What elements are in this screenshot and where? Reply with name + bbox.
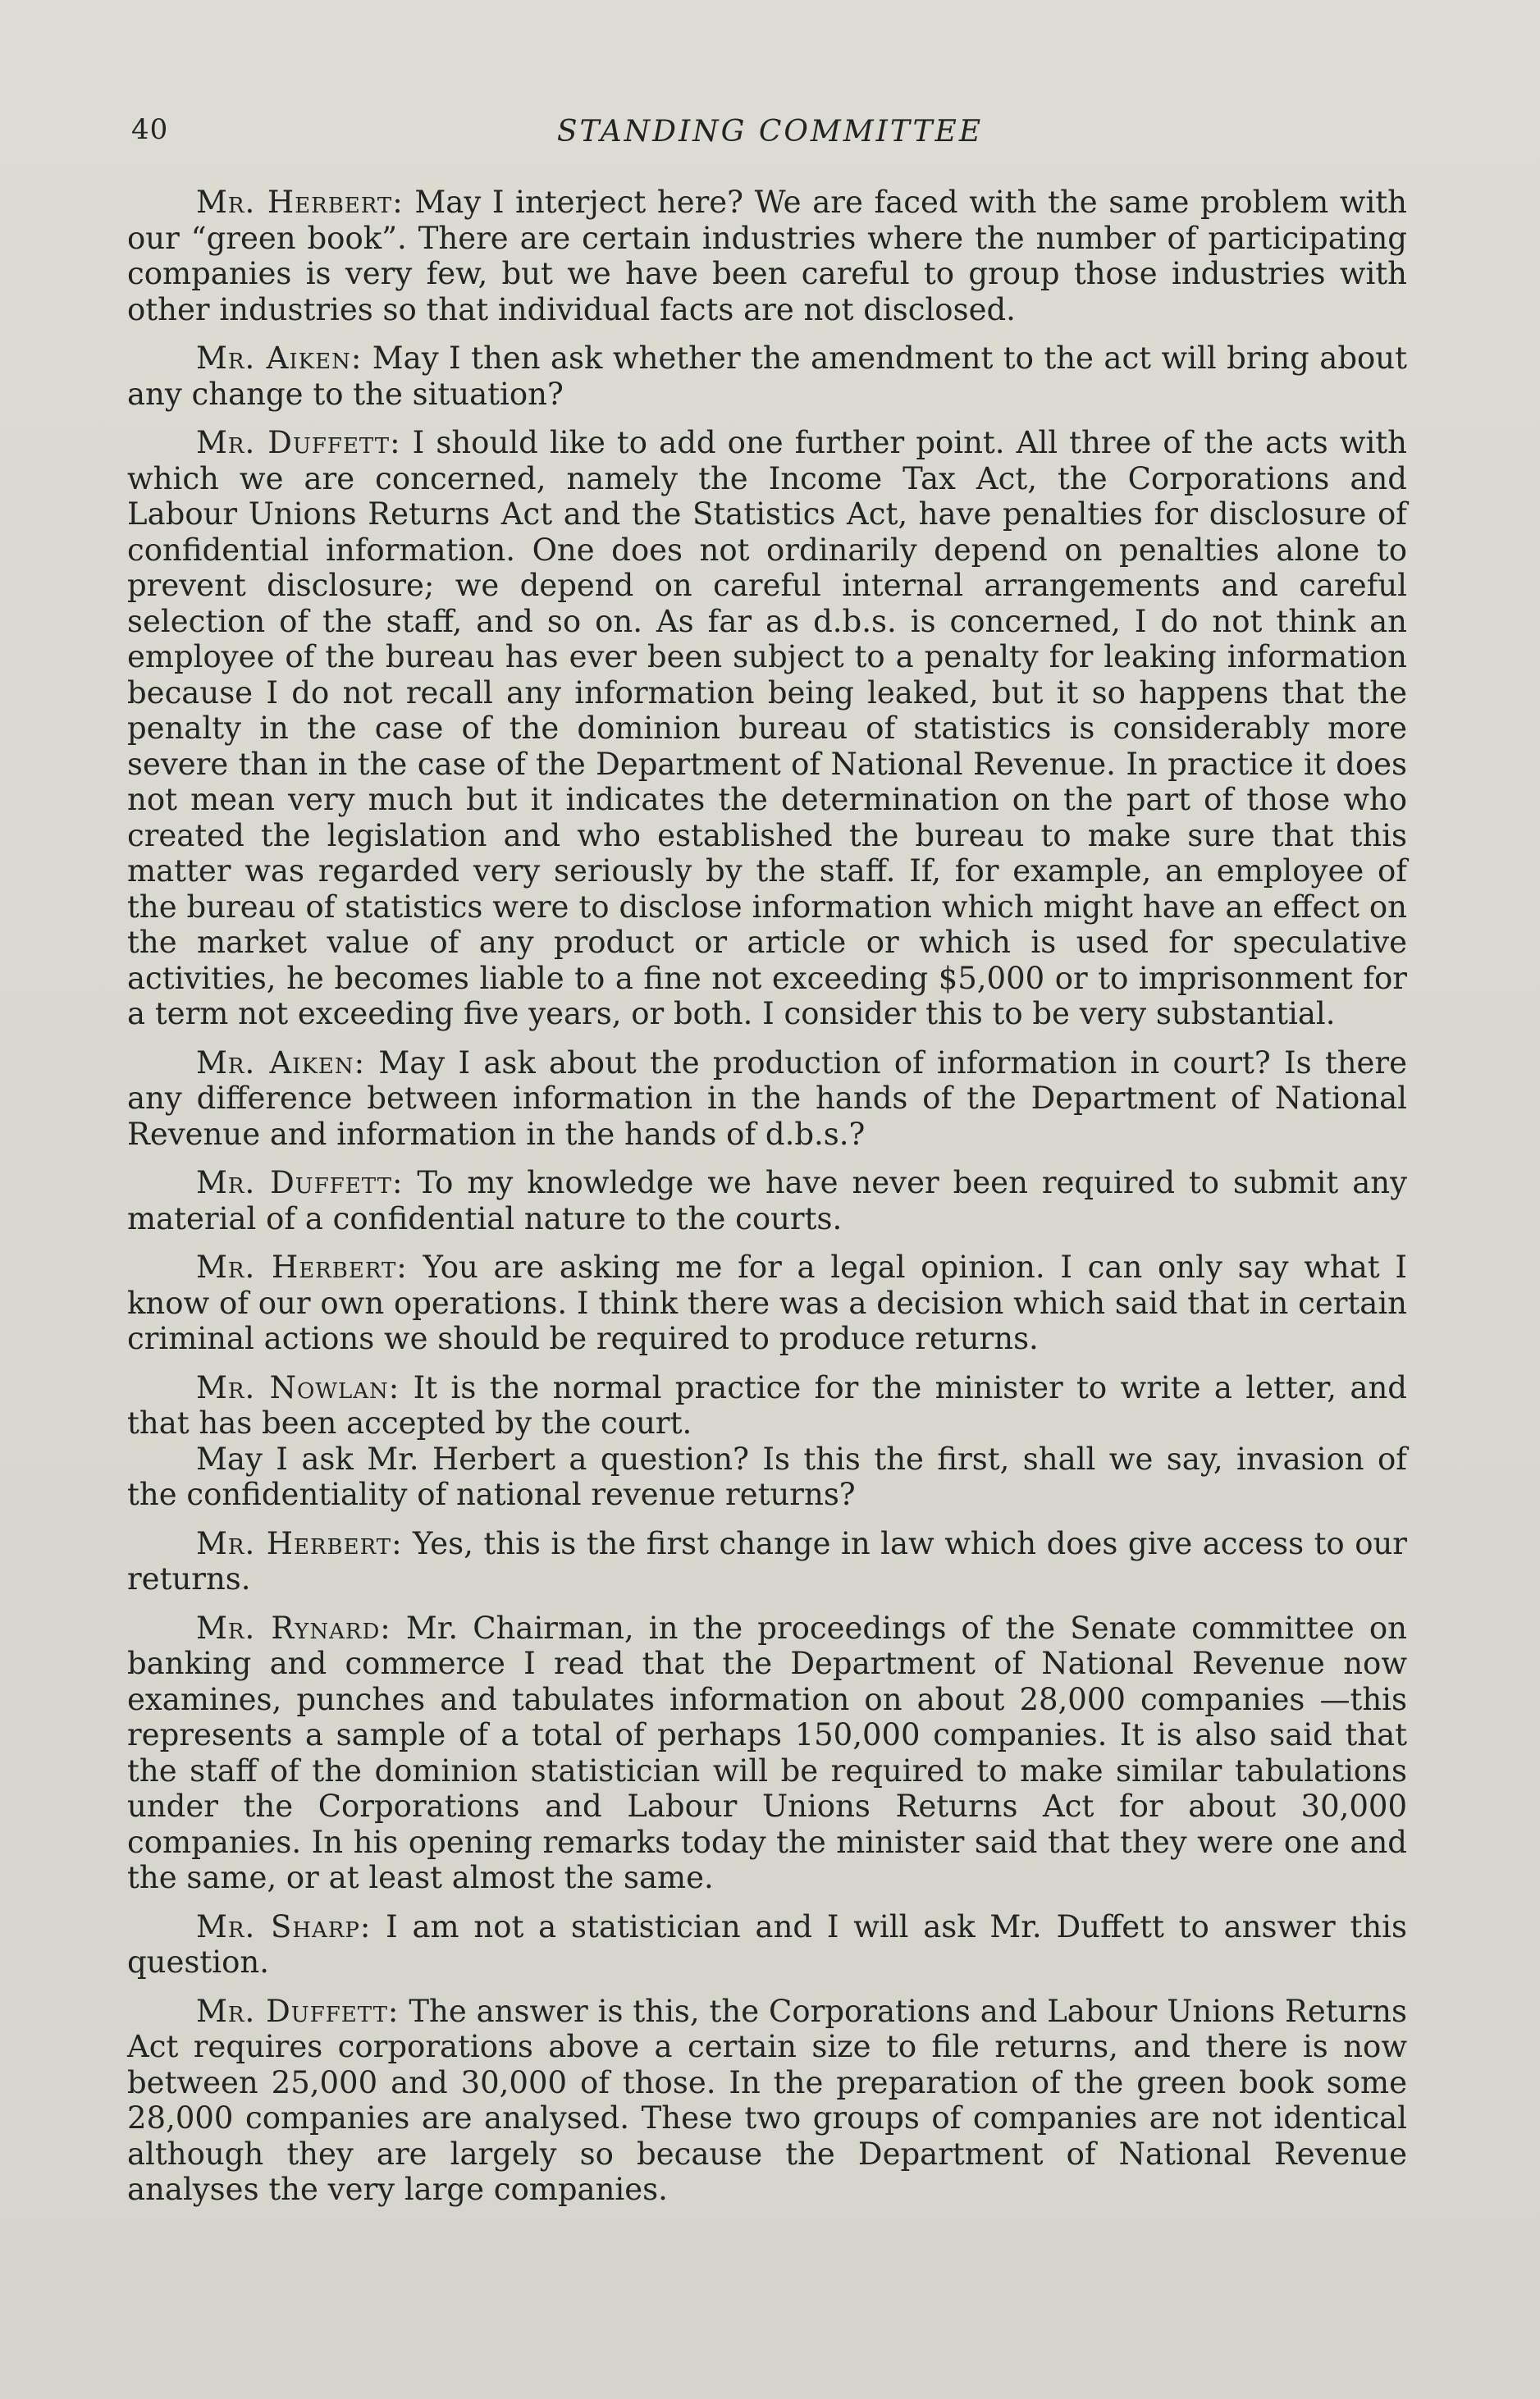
speaker-name: Mr. Duffett: [196, 1165, 404, 1200]
running-title: STANDING COMMITTEE [556, 115, 984, 149]
transcript-paragraph [127, 1370, 1407, 1442]
transcript-paragraph [127, 1994, 1407, 2208]
transcript-paragraph [127, 425, 1407, 1032]
speaker-name: Mr. Nowlan: [196, 1369, 400, 1405]
speaker-name: Mr. Duffett: [196, 425, 401, 460]
paragraph-text: May I then ask whether the amendment to the act will bring about any change to the situation? [127, 340, 1408, 412]
paragraph-text: The answer is this, the Corporations and Labour Unions Returns Act requires corporations above a certain size to file returns, and there is now between 25,000 and 30,000 of those. In the preparation of the green book some 28,000 companies are analysed. These two groups of companies are not identical although they are largely so because the Department of National Revenue analyses the very large companies. [127, 1993, 1408, 2207]
transcript-paragraph [127, 1611, 1407, 1896]
speaker-name: Mr. Rynard: [196, 1610, 391, 1646]
paragraph-text: I should like to add one further point. All three of the acts with which we are concerned, namely the Income Tax Act, the Corporations and Labour Unions Returns Act and the Statistics Act, have penalties for disclosure of confidential information. One does not ordinarily depend on penalties alone to prevent disclosure; we depend on careful internal arrangements and careful selection of the staff, and so on. As far as d.b.s. is concerned, I do not think an employee of the bureau has ever been subject to a penalty for leaking information because I do not recall any information being leaked, but it so happens that the penalty in the case of the dominion bureau of statistics is considerably more severe than in the case of the Department of National Revenue. In practice it does not mean very much but it indicates the determination on the part of those who created the legislation and who established the bureau to make sure that this matter was regarded very seriously by the staff. If, for example, an employee of the bureau of statistics were to disclose information which might have an effect on the market value of any product or article or which is used for speculative activities, he becomes liable to a fine not exceeding $5,000 or to imprisonment for a term not exceeding five years, or both. I consider this to be very substantial. [127, 425, 1407, 1031]
transcript-paragraph [127, 185, 1407, 327]
paragraph-text: May I ask about the production of information in court? Is there any difference between information in the hands of the Department of National Revenue and information in the hands of d.b.s.? [127, 1044, 1408, 1152]
transcript-paragraph [127, 1165, 1407, 1236]
page-number: 40 [131, 113, 169, 146]
paragraph-text: To my knowledge we have never been required to submit any material of a confidential nature to the courts. [127, 1165, 1407, 1236]
transcript-body [127, 185, 1407, 2221]
speaker-name: Mr. Herbert: [196, 1250, 408, 1285]
paragraph-text: I am not a statistician and I will ask Mr. Duffett to answer this question. [127, 1908, 1407, 1980]
paragraph-text: May I ask Mr. Herbert a question? Is this the first, shall we say, invasion of the confidentiality of national revenue returns? [127, 1441, 1407, 1512]
paragraph-text: It is the normal practice for the minister to write a letter, and that has been accepted by the court. [127, 1369, 1407, 1441]
speaker-name: Mr. Herbert: [196, 185, 404, 220]
paragraph-text: Yes, this is the first change in law which does give access to our returns. [127, 1525, 1407, 1597]
transcript-paragraph [127, 1045, 1407, 1153]
transcript-paragraph-continuation [127, 1442, 1407, 1513]
paragraph-text: Mr. Chairman, in the proceedings of the Senate committee on banking and commerce I read that the Department of National Revenue now examines, punches and tabulates information on about 28,000 companies —this represents a sample of a total of perhaps 150,000 companies. It is also said that the staff of the dominion statistician will be required to make similar tabulations under the Corporations and Labour Unions Returns Act for about 30,000 companies. In his opening remarks today the minister said that they were one and the same, or at least almost the same. [127, 1610, 1408, 1895]
speaker-name: Mr. Duffett: [196, 1993, 400, 2029]
paragraph-text: May I interject here? We are faced with the same problem with our “green book”. There are certain industries where the number of participating companies is very few, but we have been careful to group those industries with other industries so that individual facts are not disclosed. [127, 185, 1408, 327]
transcript-paragraph [127, 1526, 1407, 1597]
transcript-paragraph [127, 340, 1407, 412]
speaker-name: Mr. Herbert: [196, 1525, 403, 1561]
transcript-paragraph [127, 1909, 1407, 1981]
speaker-name: Mr. Aiken: [196, 340, 363, 376]
speaker-name: Mr. Sharp: [196, 1908, 372, 1944]
transcript-paragraph [127, 1250, 1407, 1357]
paragraph-text: You are asking me for a legal opinion. I can only say what I know of our own operations. I think there was a decision which said that in certain criminal actions we should be required to produce returns. [127, 1250, 1407, 1356]
speaker-name: Mr. Aiken: [196, 1044, 366, 1081]
